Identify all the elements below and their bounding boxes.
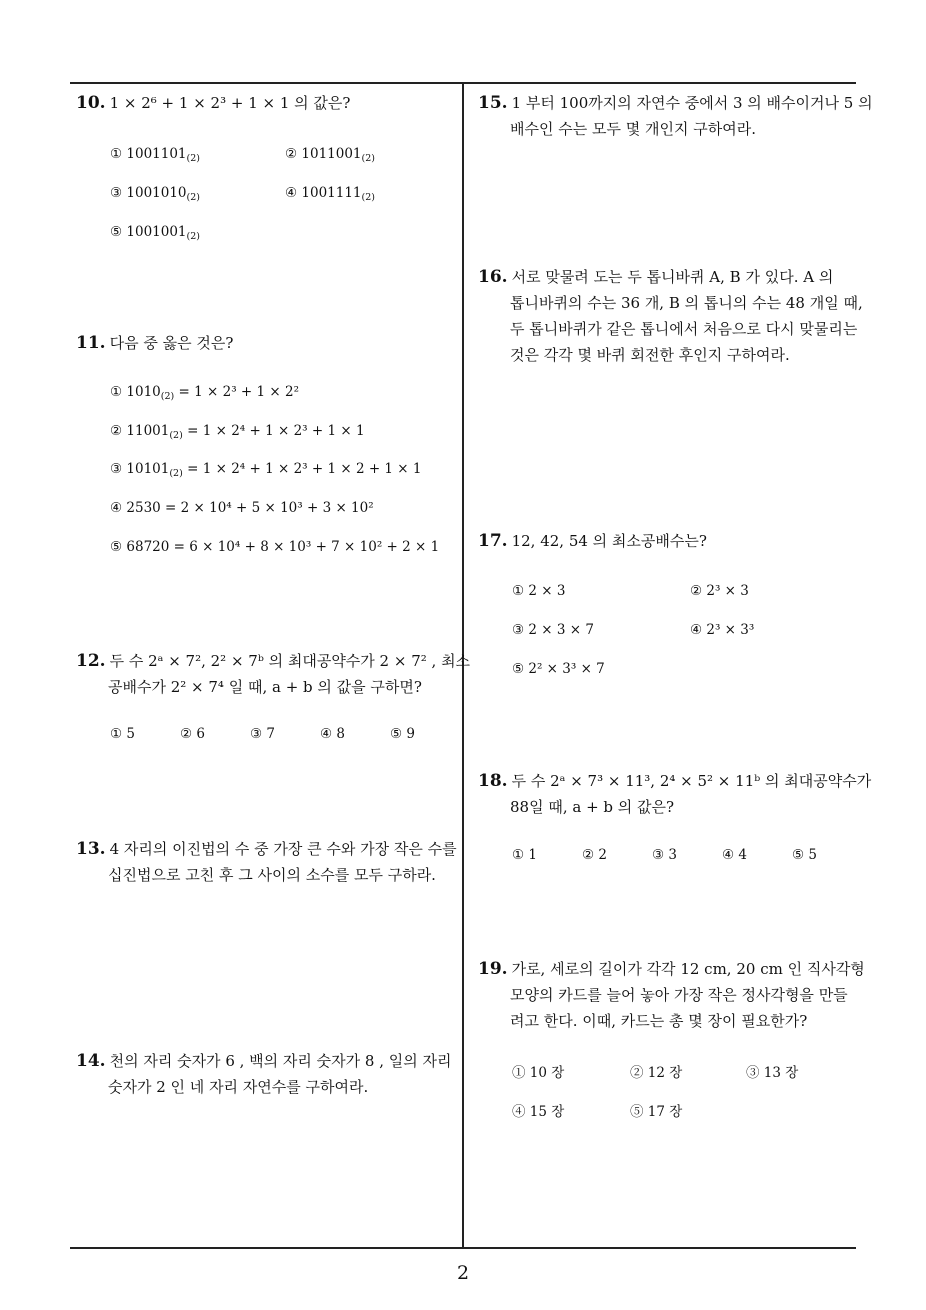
question-11 — [76, 330, 233, 356]
bottom-rule — [70, 1247, 856, 1249]
question-text-cont: 두 톱니바퀴가 같은 톱니에서 처음으로 다시 맞물리는 — [510, 320, 858, 338]
option: ② 2 — [582, 847, 607, 863]
question-number: 19. — [478, 959, 508, 979]
option: ④ 15 장 — [512, 1104, 565, 1120]
question-text: 가로, 세로의 길이가 각각 12 cm, 20 cm 인 직사각형 — [511, 960, 865, 978]
option: ⑤ $1001001_{(2)}$ — [110, 224, 200, 242]
question-number: 15. — [478, 93, 508, 113]
question-12 — [76, 648, 470, 700]
question-13 — [76, 836, 457, 888]
question-text: 서로 맞물려 도는 두 톱니바퀴 A, B 가 있다. A 의 — [511, 268, 834, 286]
question-17 — [478, 528, 707, 554]
option: ① 5 — [110, 726, 135, 742]
option: ① $1010_{(2)} = 1 \times 2^3 + 1 \times 2^2$ — [110, 384, 299, 402]
option: ② 12 장 — [630, 1065, 683, 1081]
option: ② 2³ × 3 — [690, 583, 749, 599]
option: ② $1011001_{(2)}$ — [285, 146, 375, 164]
question-text-cont: 것은 각각 몇 바퀴 회전한 후인지 구하여라. — [510, 346, 790, 364]
option: ④ 2³ × 3³ — [690, 622, 755, 638]
option: ⑤ 2² × 3³ × 7 — [512, 661, 605, 677]
option: ① 2 × 3 — [512, 583, 566, 599]
option: ⑤ 9 — [390, 726, 415, 742]
option: ③ 3 — [652, 847, 677, 863]
option: ⑤ 5 — [792, 847, 817, 863]
question-number: 13. — [76, 839, 106, 859]
question-19 — [478, 956, 865, 1034]
question-text: 1 부터 100까지의 자연수 중에서 3 의 배수이거나 5 의 — [511, 94, 873, 112]
question-number: 18. — [478, 771, 508, 791]
question-15 — [478, 90, 873, 142]
question-text: 천의 자리 숫자가 6 , 백의 자리 숫자가 8 , 일의 자리 — [109, 1052, 452, 1070]
question-text-cont: 88일 때, a + b 의 값은? — [510, 798, 675, 816]
question-number: 11. — [76, 333, 106, 353]
question-number: 16. — [478, 267, 508, 287]
question-text: 4 자리의 이진법의 수 중 가장 큰 수와 가장 작은 수를 — [109, 840, 457, 858]
page-number: 2 — [456, 1262, 470, 1284]
option: ③ $10101_{(2)} = 1 \times 2^4 + 1 \times 2^3 + 1 \times 2 + 1 \times 1$ — [110, 461, 422, 479]
option: ③ 13 장 — [746, 1065, 799, 1081]
option: ② $11001_{(2)} = 1 \times 2^4 + 1 \times 2^3 + 1 \times 1$ — [110, 423, 365, 441]
question-text-cont: 공배수가 2² × 7⁴ 일 때, a + b 의 값을 구하면? — [108, 678, 422, 696]
option: ② 6 — [180, 726, 205, 742]
question-16 — [478, 264, 863, 368]
question-text: 1 × 2⁶ + 1 × 2³ + 1 × 1 의 값은? — [109, 94, 351, 112]
question-10 — [76, 90, 350, 116]
option: ① 10 장 — [512, 1065, 565, 1081]
question-text: 다음 중 옳은 것은? — [109, 334, 234, 352]
option: ⑤ 17 장 — [630, 1104, 683, 1120]
option: ④ $1001111_{(2)}$ — [285, 185, 375, 203]
question-text: 두 수 2ᵃ × 7², 2² × 7ᵇ 의 최대공약수가 2 × 7² , 최소 — [109, 652, 471, 670]
option: ④ 2530 = 2 × 10⁴ + 5 × 10³ + 3 × 10² — [110, 500, 374, 516]
option: ③ 7 — [250, 726, 275, 742]
option: ① 1 — [512, 847, 537, 863]
option: ⑤ 68720 = 6 × 10⁴ + 8 × 10³ + 7 × 10² + 2 × 1 — [110, 539, 440, 555]
question-number: 12. — [76, 651, 106, 671]
question-14 — [76, 1048, 451, 1100]
option: ④ 8 — [320, 726, 345, 742]
question-18 — [478, 768, 871, 820]
question-text: 12, 42, 54 의 최소공배수는? — [511, 532, 707, 550]
option: ④ 4 — [722, 847, 747, 863]
question-text-cont: 려고 한다. 이때, 카드는 총 몇 장이 필요한가? — [510, 1012, 808, 1030]
question-number: 14. — [76, 1051, 106, 1071]
option: ③ 2 × 3 × 7 — [512, 622, 594, 638]
question-text: 두 수 2ᵃ × 7³ × 11³, 2⁴ × 5² × 11ᵇ 의 최대공약수가 — [511, 772, 872, 790]
question-text-cont: 모양의 카드를 늘어 놓아 가장 작은 정사각형을 만들 — [510, 986, 848, 1004]
question-number: 10. — [76, 93, 106, 113]
question-text-cont: 십진법으로 고친 후 그 사이의 소수를 모두 구하라. — [108, 866, 436, 884]
question-number: 17. — [478, 531, 508, 551]
question-text-cont: 톱니바퀴의 수는 36 개, B 의 톱니의 수는 48 개일 때, — [510, 294, 863, 312]
option: ① $1001101_{(2)}$ — [110, 146, 200, 164]
question-text-cont: 배수인 수는 모두 몇 개인지 구하여라. — [510, 120, 756, 138]
question-text-cont: 숫자가 2 인 네 자리 자연수를 구하여라. — [108, 1078, 369, 1096]
option: ③ $1001010_{(2)}$ — [110, 185, 200, 203]
